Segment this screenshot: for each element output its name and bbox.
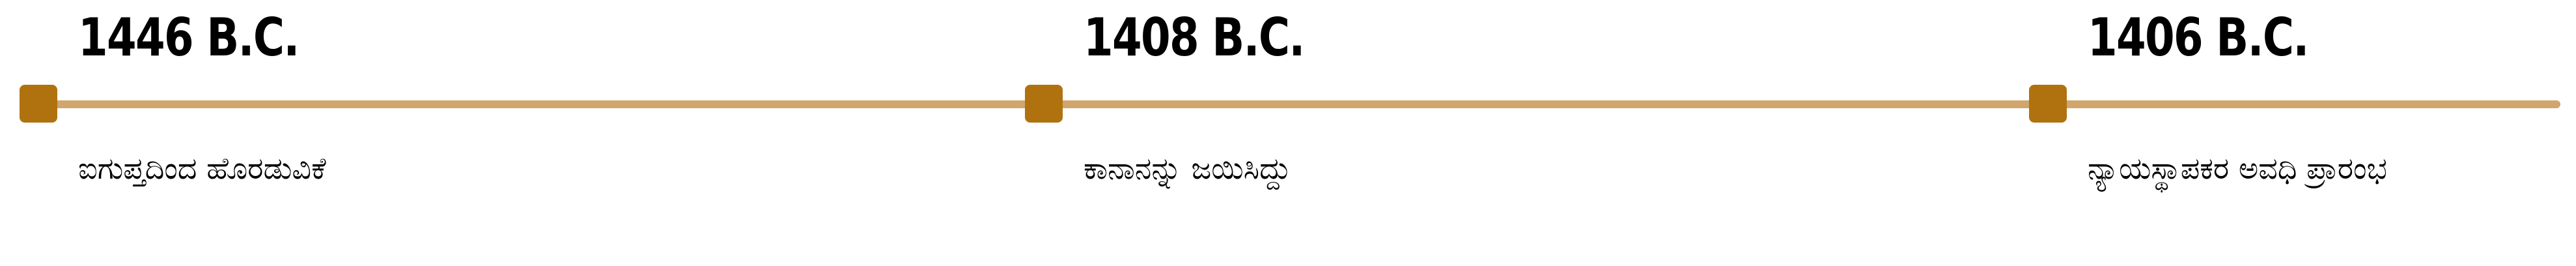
event-year: 1408 B.C.	[1084, 7, 1304, 68]
timeline-event	[0, 0, 847, 266]
timeline-event	[2009, 0, 2576, 266]
event-description: ಕಾನಾನನ್ನು ಜಯಿಸಿದ್ದು	[1084, 151, 1291, 186]
timeline-event	[1005, 0, 1852, 266]
event-description: ನ್ಯಾಯಸ್ಥಾಪಕರ ಅವಧಿ ಪ್ರಾರಂಭ	[2088, 151, 2387, 186]
timeline-marker	[20, 85, 57, 123]
timeline-marker	[1025, 85, 1063, 123]
timeline-marker	[2029, 85, 2067, 123]
event-description: ಐಗುಪ್ತದಿಂದ ಹೊರಡುವಿಕೆ	[78, 151, 326, 186]
event-year: 1446 B.C.	[78, 7, 299, 68]
event-year: 1406 B.C.	[2088, 7, 2308, 68]
